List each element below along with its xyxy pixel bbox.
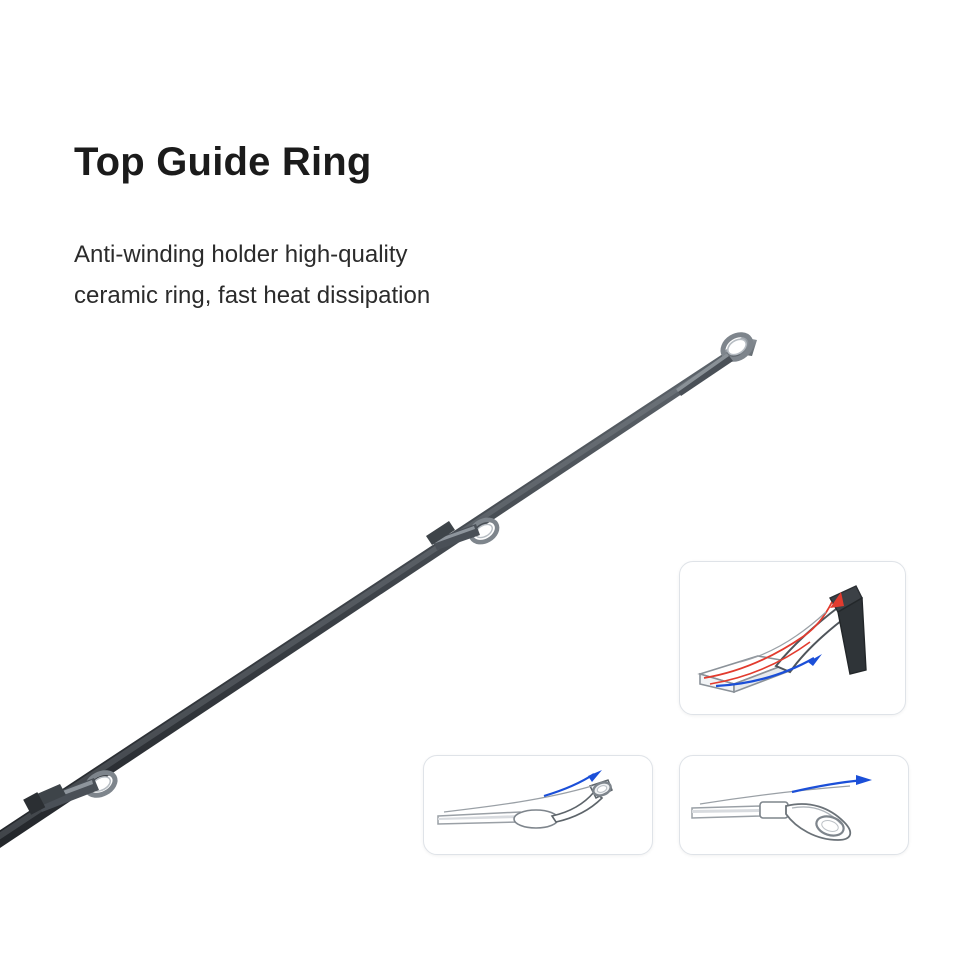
guide-ring-2	[426, 515, 501, 550]
inset-guide-ring-cross-section	[679, 561, 906, 715]
guide-ring-3	[23, 768, 119, 815]
inset-guide-ring-top-view	[679, 755, 909, 855]
page-subtitle-line-1: Anti-winding holder high-quality	[74, 241, 408, 268]
page-subtitle-line-2: ceramic ring, fast heat dissipation	[74, 282, 431, 309]
top-guide-ring	[676, 330, 757, 396]
page-title: Top Guide Ring	[74, 140, 372, 184]
inset-guide-ring-side-view	[423, 755, 653, 855]
